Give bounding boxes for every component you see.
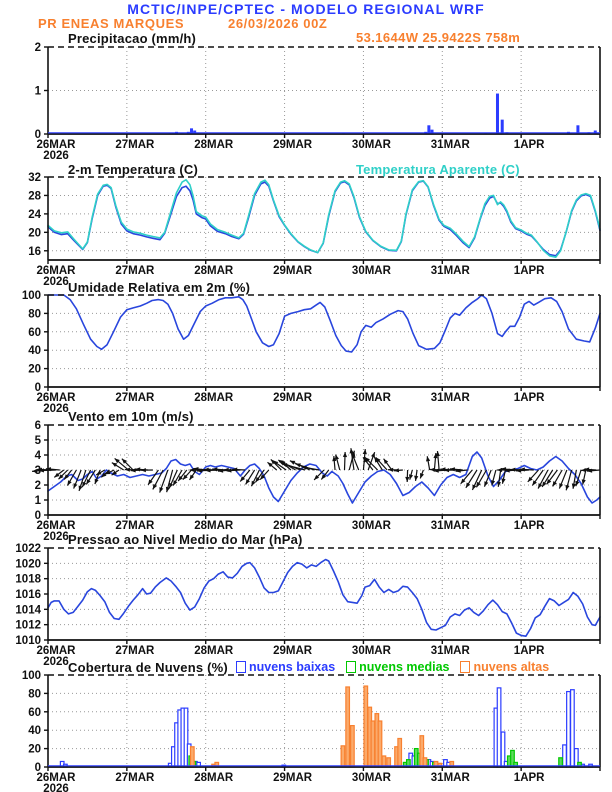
svg-text:1APR: 1APR: [513, 520, 545, 532]
svg-text:1APR: 1APR: [513, 645, 545, 657]
svg-text:27MAR: 27MAR: [115, 772, 155, 784]
svg-text:100: 100: [21, 670, 41, 682]
svg-text:2: 2: [34, 480, 41, 492]
svg-text:26MAR: 26MAR: [36, 265, 76, 277]
svg-text:1010: 1010: [15, 635, 41, 647]
svg-text:2026: 2026: [43, 783, 69, 792]
svg-text:40: 40: [28, 345, 41, 358]
svg-text:1APR: 1APR: [513, 392, 545, 404]
run-datetime: 26/03/2026 00Z: [228, 16, 328, 31]
svg-text:60: 60: [28, 706, 41, 719]
panel-pressure: [15, 543, 600, 668]
panel-humidity: [22, 290, 600, 415]
svg-text:27MAR: 27MAR: [115, 520, 155, 532]
svg-text:1022: 1022: [15, 543, 41, 555]
svg-text:0: 0: [34, 129, 41, 141]
station-coordinates: 53.1644W 25.9422S 758m: [356, 30, 521, 45]
panel-wind: [32, 420, 600, 543]
svg-text:30MAR: 30MAR: [351, 772, 391, 784]
svg-text:2026: 2026: [43, 150, 69, 162]
legend-item-mid-clouds: [346, 660, 449, 674]
svg-text:27MAR: 27MAR: [115, 645, 155, 657]
panel-title-humidity: Umidade Relativa em 2m (%): [68, 280, 251, 295]
svg-text:1: 1: [34, 85, 41, 98]
legend-item-low-clouds: [236, 660, 335, 674]
cloud-legend: [236, 660, 549, 674]
svg-text:1020: 1020: [15, 558, 41, 571]
mid-clouds-label: nuvens medias: [359, 660, 450, 674]
svg-text:31MAR: 31MAR: [430, 265, 470, 277]
svg-text:29MAR: 29MAR: [273, 772, 313, 784]
svg-text:26MAR: 26MAR: [36, 392, 76, 404]
svg-text:16: 16: [28, 245, 41, 258]
svg-text:20: 20: [28, 363, 41, 376]
humidity-series-0: [48, 295, 600, 352]
svg-text:0: 0: [34, 510, 41, 522]
svg-text:30MAR: 30MAR: [351, 392, 391, 404]
panel-title-temperature: 2-m Temperatura (C): [68, 162, 198, 177]
svg-text:31MAR: 31MAR: [430, 392, 470, 404]
svg-text:30MAR: 30MAR: [351, 645, 391, 657]
temperature-series-0: [48, 181, 600, 256]
svg-text:6: 6: [34, 420, 41, 432]
legend-item-high-clouds: [460, 660, 549, 674]
svg-text:31MAR: 31MAR: [430, 772, 470, 784]
svg-text:28: 28: [28, 190, 41, 203]
svg-text:80: 80: [28, 308, 41, 321]
svg-text:30MAR: 30MAR: [351, 265, 391, 277]
svg-text:3: 3: [34, 465, 41, 477]
temperature-series-1: [48, 180, 600, 257]
svg-text:40: 40: [28, 725, 41, 738]
svg-text:26MAR: 26MAR: [36, 772, 76, 784]
svg-text:1APR: 1APR: [513, 772, 545, 784]
svg-text:80: 80: [28, 688, 41, 701]
svg-text:1APR: 1APR: [513, 139, 545, 151]
svg-text:2026: 2026: [43, 276, 69, 288]
svg-text:31MAR: 31MAR: [430, 139, 470, 151]
svg-text:1APR: 1APR: [513, 265, 545, 277]
svg-text:20: 20: [28, 743, 41, 756]
panel-precipitation: [35, 42, 600, 162]
panel-temperature: [28, 172, 600, 288]
svg-text:30MAR: 30MAR: [351, 520, 391, 532]
svg-text:28MAR: 28MAR: [194, 520, 234, 532]
svg-text:26MAR: 26MAR: [36, 645, 76, 657]
svg-text:28MAR: 28MAR: [194, 645, 234, 657]
svg-text:1014: 1014: [15, 604, 41, 617]
svg-text:1018: 1018: [15, 573, 41, 586]
svg-text:2: 2: [34, 42, 41, 54]
svg-text:26MAR: 26MAR: [36, 520, 76, 532]
svg-text:1016: 1016: [15, 589, 41, 601]
svg-text:4: 4: [34, 450, 41, 462]
svg-text:27MAR: 27MAR: [115, 392, 155, 404]
svg-text:28MAR: 28MAR: [194, 265, 234, 277]
low-clouds-swatch-icon: [236, 661, 246, 673]
svg-text:28MAR: 28MAR: [194, 772, 234, 784]
panel-title-clouds: Cobertura de Nuvens (%): [68, 660, 228, 675]
panel-clouds: [22, 670, 600, 792]
svg-text:2026: 2026: [43, 403, 69, 415]
svg-text:29MAR: 29MAR: [273, 265, 313, 277]
mid-clouds-swatch-icon: [346, 661, 356, 673]
svg-text:60: 60: [28, 326, 41, 339]
svg-text:30MAR: 30MAR: [351, 139, 391, 151]
svg-text:0: 0: [34, 382, 41, 394]
svg-text:0: 0: [34, 762, 41, 774]
svg-text:31MAR: 31MAR: [430, 645, 470, 657]
svg-text:20: 20: [28, 227, 41, 240]
svg-text:5: 5: [34, 435, 41, 447]
low-clouds-label: nuvens baixas: [249, 660, 336, 674]
high-clouds-swatch-icon: [460, 661, 470, 673]
svg-text:28MAR: 28MAR: [194, 392, 234, 404]
svg-text:29MAR: 29MAR: [273, 139, 313, 151]
svg-text:31MAR: 31MAR: [430, 520, 470, 532]
svg-text:29MAR: 29MAR: [273, 520, 313, 532]
svg-text:29MAR: 29MAR: [273, 645, 313, 657]
svg-text:1012: 1012: [15, 619, 41, 632]
panel-title-wind: Vento em 10m (m/s): [68, 409, 194, 424]
svg-text:2026: 2026: [43, 531, 69, 543]
legend-apparent-temperature: Temperatura Aparente (C): [356, 162, 520, 177]
panel-title-pressure: Pressao ao Nivel Medio do Mar (hPa): [68, 532, 303, 547]
svg-text:28MAR: 28MAR: [194, 139, 234, 151]
svg-text:1: 1: [34, 495, 41, 507]
svg-text:32: 32: [28, 172, 41, 184]
page-title: MCTIC/INPE/CPTEC - MODELO REGIONAL WRF: [127, 1, 485, 17]
svg-text:26MAR: 26MAR: [36, 139, 76, 151]
svg-text:29MAR: 29MAR: [273, 392, 313, 404]
svg-text:100: 100: [21, 290, 41, 302]
svg-text:24: 24: [28, 208, 41, 221]
station-name: PR ENEAS MARQUES: [38, 16, 185, 31]
svg-text:27MAR: 27MAR: [115, 265, 155, 277]
high-clouds-label: nuvens altas: [473, 660, 550, 674]
panel-title-precipitation: Precipitacao (mm/h): [68, 31, 197, 46]
svg-text:2026: 2026: [43, 656, 69, 668]
svg-text:27MAR: 27MAR: [115, 139, 155, 151]
